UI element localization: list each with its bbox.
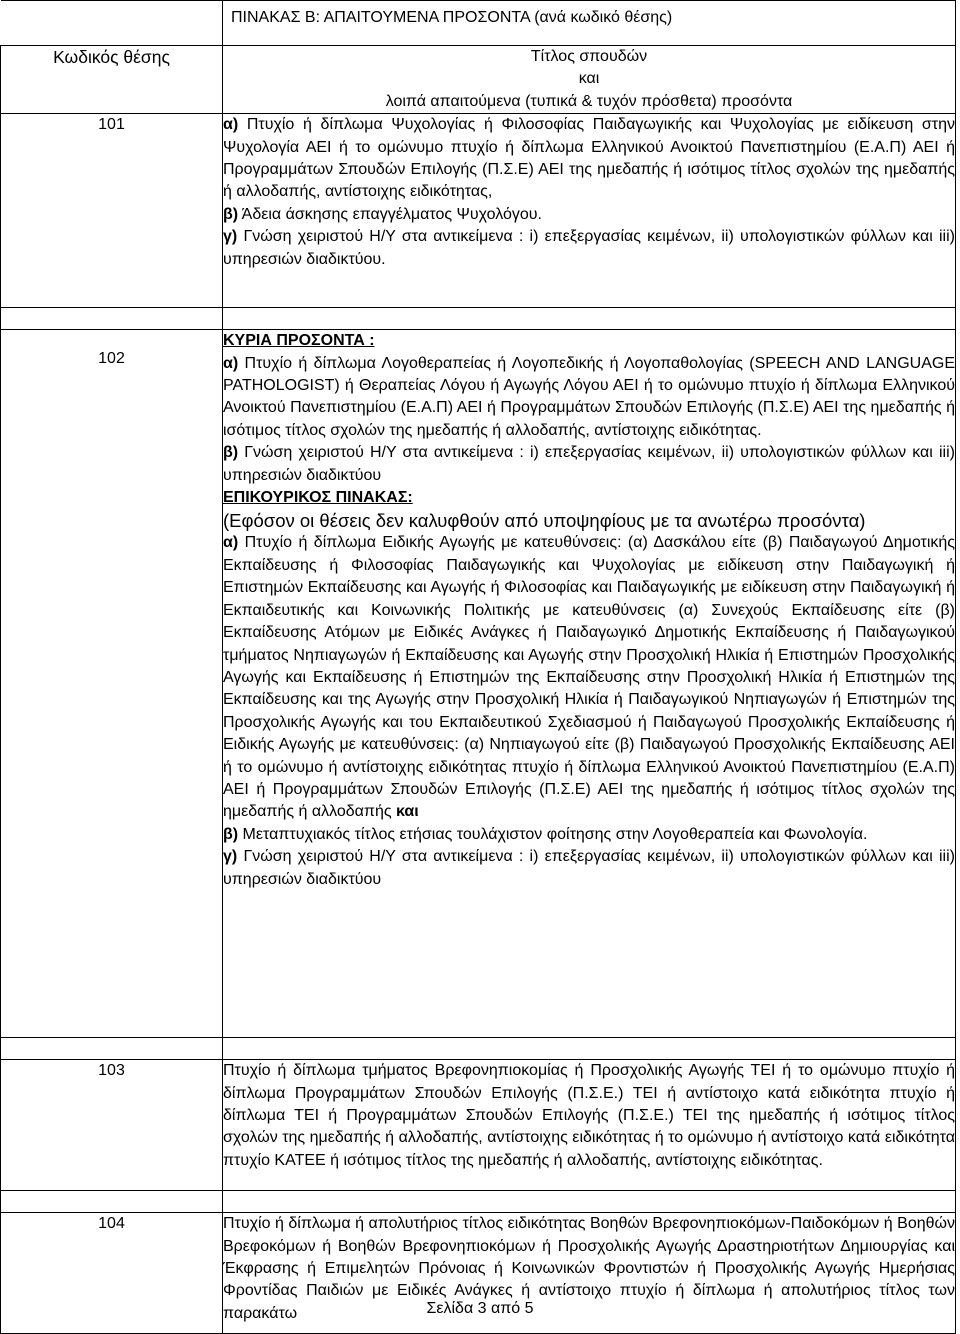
position-code: 104 bbox=[1, 1213, 223, 1334]
requirements-cell: ΚΥΡΙΑ ΠΡΟΣΟΝΤΑ : α) Πτυχίο ή δίπλωμα Λογοθεραπείας ή Λογοπεδικής ή Λογοπαθολογίας (SPEECH AND LANGUAGE PATHOLOGIST) ή Θεραπείας Λόγου ή Αγωγής Λόγου ΑΕΙ ή το ομώνυμο πτυχίο ή δίπλωμα Ελληνικού Ανοικτού Πανεπιστημίου (Ε.Α.Π) ΑΕΙ ή Προγραμμάτων Σπουδών Επιλογής (Π.Σ.Ε) ΑΕΙ της ημεδαπής ή ισότιμος τίτλος σχολών της ημεδαπής ή αλλοδαπής, αντίστοιχης ειδικότητας. β) Γνώση χειριστού Η/Υ στα αντικείμενα : i) επεξεργασίας κειμένων, ii) υπολογιστικών φύλλων και iii) υπηρεσιών διαδικτύου ΕΠΙΚΟΥΡΙΚΟΣ ΠΙΝΑΚΑΣ: (Εφόσον οι θέσεις δεν καλυφθούν από υποψηφίους με τα ανωτέρω προσόντα) α) Πτυχίο ή δίπλωμα Ειδικής Αγωγής με κατευθύνσεις: (α) Δασκάλου είτε (β) Παιδαγωγού Δημοτικής Εκπαίδευσης ή Φιλοσοφίας Παιδαγωγικής και Ψυχολογίας με ειδίκευση στην Παιδαγωγική ή Επιστημών Εκπαίδευσης και Αγωγής ή Φιλοσοφίας και Παιδαγωγικής με ειδίκευση στην Παιδαγωγική ή Εκπαιδευτικής και Κοινωνικής Πολιτικής με κατευθύνσεις (α) Συνεχούς Εκπαίδευσης είτε (β) Εκπαίδευσης Ατόμων με Ειδικές Ανάγκες ή Παιδαγωγικό Δημοτικής Εκπαίδευσης ή Παιδαγωγικού τμήματος Νηπιαγωγών ή Εκπαίδευσης και Αγωγής στην Προσχολική Ηλικία ή Επιστημών Προσχολικής Αγωγής και Εκπαίδευσης ή Επιστημών της Εκπαίδευσης στην Προσχολική Ηλικία ή Επιστημών της Εκπαίδευσης και της Αγωγής στην Προσχολική Ηλικία ή Παιδαγωγικού Νηπιαγωγών ή Επιστημών της Προσχολικής Αγωγής και του Εκπαιδευτικού Σχεδιασμού ή Παιδαγωγού Προσχολικής Εκπαίδευσης ή Ειδικής Αγωγής με κατευθύνσεις: (α) Νηπιαγωγού είτε (β) Παιδαγωγού Προσχολικής Εκπαίδευσης ΑΕΙ ή το ομώνυμο ή αντίστοιχης ειδικότητας πτυχίο ή δίπλωμα Ελληνικού Ανοικτού Πανεπιστημίου (Ε.Α.Π) ΑΕΙ ή Προγραμμάτων Σπουδών Επιλογής (Π.Σ.Ε) ΑΕΙ της ημεδαπής ή ισότιμος τίτλος σχολών της ημεδαπής ή αλλοδαπής και β) Μεταπτυχιακός τίτλος ετήσιας τουλάχιστον φοίτησης στην Λογοθεραπεία και Φωνολογία. γ) Γνώση χειριστού Η/Υ στα αντικείμενα : i) επεξεργασίας κειμένων, ii) υπολογιστικών φύλλων και iii) υπηρεσιών διαδικτύου bbox=[223, 330, 956, 1038]
table-title: ΠΙΝΑΚΑΣ Β: ΑΠΑΙΤΟΥΜΕΝΑ ΠΡΟΣΟΝΤΑ (ανά κωδικό θέσης) bbox=[223, 1, 956, 46]
requirements-cell: α) Πτυχίο ή δίπλωμα Ψυχολογίας ή Φιλοσοφίας Παιδαγωγικής και Ψυχολογίας με ειδίκευση στην Ψυχολογία ΑΕΙ ή το ομώνυμο πτυχίο ή δίπλωμα Ελληνικού Ανοικτού Πανεπιστημίου (Ε.Α.Π) ΑΕΙ ή Προγραμμάτων Σπουδών Επιλογής (Π.Σ.Ε) ΑΕΙ της ημεδαπής ή ισότιμος τίτλος σχολών της ημεδαπής ή αλλοδαπής, αντίστοιχης ειδικότητας, β) Άδεια άσκησης επαγγέλματος Ψυχολόγου. γ) Γνώση χειριστού Η/Υ στα αντικείμενα : i) επεξεργασίας κειμένων, ii) υπολογιστικών φύλλων και iii) υπηρεσιών διαδικτύου. bbox=[223, 114, 956, 308]
table-row bbox=[1, 114, 956, 308]
table-header-row bbox=[1, 46, 956, 114]
column-header-requirements: Τίτλος σπουδών και λοιπά απαιτούμενα (τυπικά & τυχόν πρόσθετα) προσόντα bbox=[223, 46, 956, 114]
column-header-code: Κωδικός θέσης bbox=[1, 46, 223, 114]
page-number: Σελίδα 3 από 5 bbox=[426, 1300, 534, 1317]
requirements-cell: Πτυχίο ή δίπλωμα ή απολυτήριος τίτλος ειδικότητας Βοηθών Βρεφονηπιοκόμων-Παιδοκόμων ή Βοηθών Βρεφοκόμων ή Βοηθών Βρεφονηπιοκόμων ή Προσχολικής Αγωγής Δραστηριοτήτων Δημιουργίας και Έκφρασης ή Επιμελητών Πρόνοιας ή Κοινωνικών Φροντιστών ή Προσχολικής Αγωγής Ημερήσιας Φροντίδας Παιδιών με Ειδικές Ανάγκες ή αντίστοιχο πτυχίο ή δίπλωμα ή απολυτήριος τίτλος των παρακάτω bbox=[223, 1213, 956, 1334]
auxiliary-table-heading: ΕΠΙΚΟΥΡΙΚΟΣ ΠΙΝΑΚΑΣ: bbox=[223, 489, 413, 507]
requirements-cell: Πτυχίο ή δίπλωμα τμήματος Βρεφονηπιοκομίας ή Προσχολικής Αγωγής ΤΕΙ ή το ομώνυμο πτυχίο ή δίπλωμα Προγραμμάτων Σπουδών Επιλογής (Π.Σ.Ε.) ΤΕΙ ή αντίστοιχο κατά ειδικότητα πτυχίο ή δίπλωμα ΤΕΙ ή Προγραμμάτων Σπουδών Επιλογής (Π.Σ.Ε.) ΤΕΙ της ημεδαπής ή ισότιμος τίτλος σχολών της ημεδαπής ή αλλοδαπής, αντίστοιχης ειδικότητας ή το ομώνυμο ή αντίστοιχο κατά ειδικότητα πτυχίο ΚΑΤΕΕ ή ισότιμος τίτλος της ημεδαπής ή αλλοδαπής, αντίστοιχης ειδικότητας. bbox=[223, 1060, 956, 1191]
position-code: 101 bbox=[1, 114, 223, 308]
position-code: 102 bbox=[1, 330, 223, 1038]
main-qualifications-heading: ΚΥΡΙΑ ΠΡΟΣΟΝΤΑ : bbox=[223, 332, 375, 350]
position-code: 103 bbox=[1, 1060, 223, 1191]
auxiliary-note: (Εφόσον οι θέσεις δεν καλυφθούν από υποψηφίους με τα ανωτέρω προσόντα) bbox=[223, 510, 866, 532]
table-row bbox=[1, 330, 956, 1038]
table-title-row bbox=[1, 1, 956, 46]
table-row bbox=[1, 1060, 956, 1191]
